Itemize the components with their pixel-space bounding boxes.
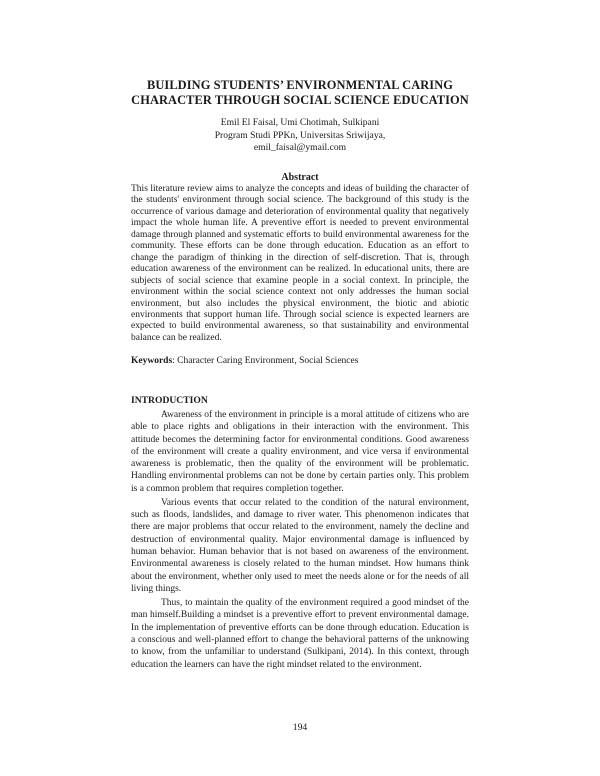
intro-paragraph-1: Awareness of the environment in principle is a moral attitude of citizens who are able to place rights and obligations in their interaction with the environment. This attitude becomes the determining factor for environmental conditions. Good awareness of the environment will create a quality environment, and vice versa if environmental awareness is problematic, then the quality of the environment will be problematic. Handling environmental problems can not be done by certain parties only. This problem is a common problem that requires completion together. xyxy=(131,410,469,494)
author-block xyxy=(150,117,450,155)
keywords-text: : Character Caring Environment, Social Sciences xyxy=(172,356,359,366)
keywords-label: Keywords xyxy=(131,356,173,366)
introduction-heading: INTRODUCTION xyxy=(131,395,208,406)
page-number: 194 xyxy=(292,722,308,733)
title-line-2: CHARACTER THROUGH SOCIAL SCIENCE EDUCATION xyxy=(131,93,469,107)
author-names: Emil El Faisal, Umi Chotimah, Sulkipani xyxy=(220,117,380,128)
keywords-line xyxy=(131,355,469,367)
intro-paragraph-2: Various events that occur related to the condition of the natural environment, such as floods, landslides, and damage to river water. This phenomenon indicates that there are major problems that occur related to the environment, namely the decline and destruction of environmental quality. Major environmental damage is influenced by human behavior. Human behavior that is not based on awareness of the environment. Environmental awareness is closely related to the human mindset. How humans think about the environment, whether only used to meet the needs alone or for the needs of all living things. xyxy=(131,497,469,594)
abstract-heading: Abstract xyxy=(281,172,319,183)
paper-title xyxy=(100,78,500,108)
title-line-1: BUILDING STUDENTS’ ENVIRONMENTAL CARING xyxy=(146,78,454,92)
author-affiliation: Program Studi PPKn, Universitas Sriwijaya, xyxy=(214,129,386,141)
intro-paragraph-3: Thus, to maintain the quality of the environment required a good mindset of the man himself.Building a mindset is a preventive effort to prevent environmental damage. In the implementation of preventive efforts can be done through education. Education is a conscious and well-planned effort to change the behavioral patterns of the unknowing to know, from the unfamiliar to understand (Sulkipani, 2014). In this context, through education the learners can have the right mindset related to the environment. xyxy=(131,598,469,670)
introduction-body xyxy=(131,409,469,673)
author-email: emil_faisal@ymail.com xyxy=(253,142,347,153)
abstract-text: This literature review aims to analyze the concepts and ideas of building the character of the students' environment through social science. The background of this study is the occurrence of various damage and deterioration of environmental quality that negatively impact the whole human life. A preventive effort is needed to prevent environmental damage through planned and systematic efforts to build environmental awareness for the community. These efforts can be done through education. Education as an effort to change the paradigm of thinking in the direction of self-discretion. That is, through education awareness of the environment can be realized. In educational units, there are subjects of social science that examine people in a social context. In principle, the environment within the social science context not only addresses the human social environment, but also includes the physical environment, the biotic and abiotic environments that support human life. Through social science is expected learners are expected to build environmental awareness, so that sustainability and environmental balance can be realized. xyxy=(131,184,469,343)
